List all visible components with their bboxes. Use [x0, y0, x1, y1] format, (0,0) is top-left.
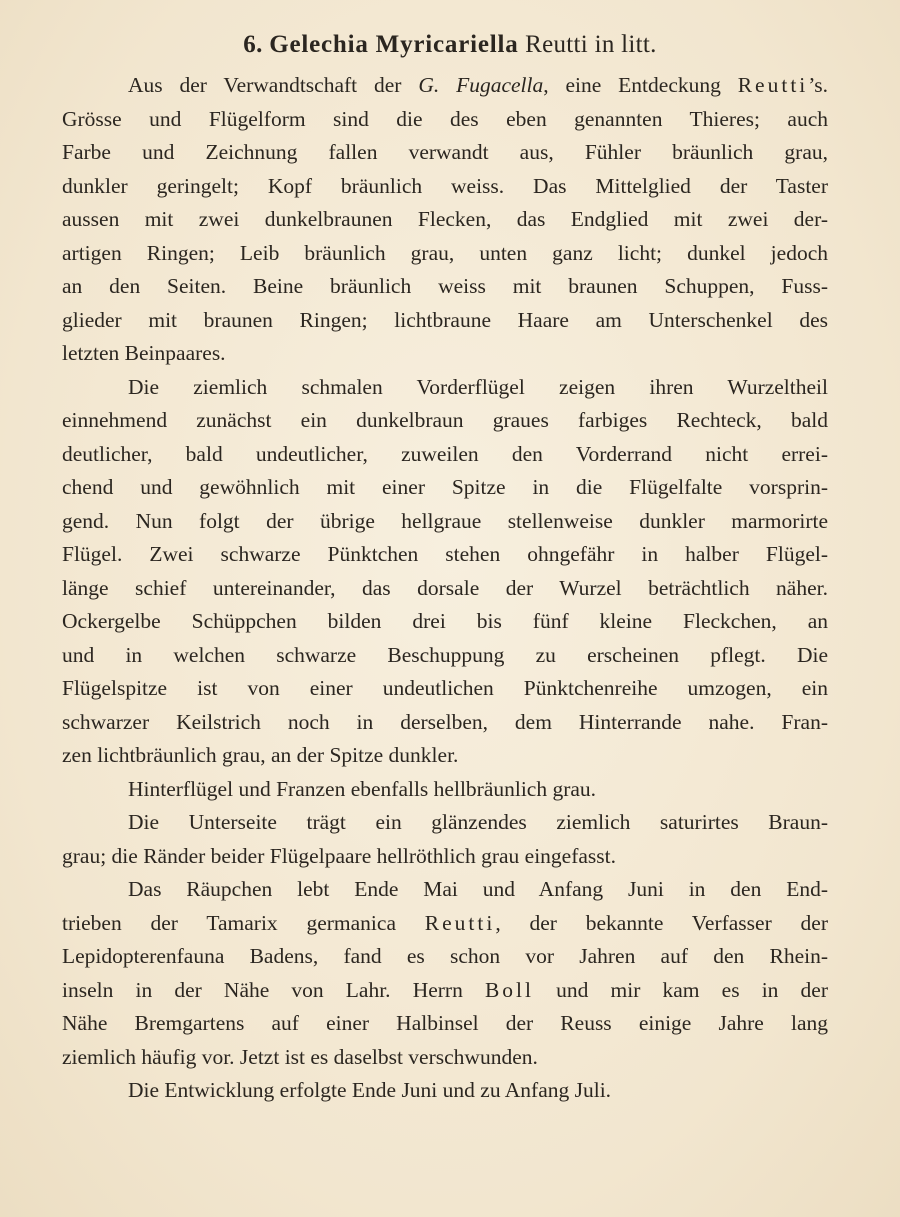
text-segment: glieder mit braunen Ringen; lichtbraune Haare am Unterschenkel des	[62, 307, 828, 332]
entry-number: 6.	[243, 31, 263, 58]
text-segment: Ockergelbe Schüppchen bilden drei bis fünf kleine Fleckchen, an	[62, 609, 828, 633]
text-line	[62, 505, 828, 539]
text-segment: ’s.	[808, 73, 828, 97]
text-line	[62, 672, 828, 706]
text-segment: und mir kam es in der	[534, 977, 828, 1002]
text-segment: inseln in der Nähe von Lahr. Herrn	[62, 977, 485, 1002]
text-line	[62, 840, 828, 874]
paragraph	[62, 371, 828, 773]
text-segment: Lepidopterenfauna Badens, fand es schon vor Jahren auf den Rhein-	[62, 944, 828, 968]
text-line	[62, 237, 828, 271]
body-text	[62, 69, 828, 1108]
text-segment: trieben der Tamarix germanica	[62, 910, 425, 935]
text-line	[62, 170, 828, 204]
text-segment: zen lichtbräunlich grau, an der Spitze dunkler.	[62, 743, 459, 767]
text-segment: Die ziemlich schmalen Vorderflügel zeigen ihren Wurzeltheil	[128, 374, 828, 399]
text-line	[62, 337, 828, 371]
text-line	[62, 639, 828, 673]
text-segment: einnehmend zunächst ein dunkelbraun graues farbiges Rechteck, bald	[62, 408, 828, 432]
text-line	[62, 940, 828, 974]
paragraph	[62, 1074, 828, 1108]
text-segment: Aus der Verwandtschaft der	[128, 73, 419, 97]
text-segment: und in welchen schwarze Beschuppung zu erscheinen pflegt. Die	[62, 642, 828, 667]
text-segment: Das Räupchen lebt Ende Mai und Anfang Juni in den End-	[128, 877, 828, 901]
text-segment: Hinterflügel und Franzen ebenfalls hellbräunlich grau.	[128, 776, 597, 801]
text-line	[62, 1074, 828, 1108]
text-segment: länge schief untereinander, das dorsale der Wurzel beträchtlich näher.	[62, 575, 828, 600]
paragraph	[62, 873, 828, 1074]
text-segment: Farbe und Zeichnung fallen verwandt aus, Fühler bräunlich grau,	[62, 140, 828, 164]
text-line	[62, 1007, 828, 1041]
text-segment: Die Unterseite trägt ein glänzendes ziemlich saturirtes Braun-	[128, 810, 828, 834]
text-segment: schwarzer Keilstrich noch in derselben, dem Hinterrande nahe. Fran-	[62, 709, 828, 734]
text-line	[62, 136, 828, 170]
text-line	[62, 572, 828, 606]
text-segment: letzten Beinpaares.	[62, 341, 226, 365]
text-line	[62, 873, 828, 907]
text-line	[62, 471, 828, 505]
text-segment: Die Entwicklung erfolgte Ende Juni und zu Anfang Juli.	[128, 1078, 612, 1102]
text-line	[62, 1041, 828, 1075]
text-line	[62, 907, 828, 941]
text-segment: Flügel. Zwei schwarze Pünktchen stehen ohngefähr in halber Flügel-	[62, 542, 828, 566]
text-line	[62, 773, 828, 807]
text-line	[62, 806, 828, 840]
text-segment: , eine Entdeckung	[543, 73, 738, 97]
paragraph	[62, 773, 828, 807]
text-segment: Flügelspitze ist von einer undeutlichen Pünktchenreihe umzogen, ein	[62, 676, 828, 700]
text-segment: artigen Ringen; Leib bräunlich grau, unten ganz licht; dunkel jedoch	[62, 240, 828, 265]
text-line	[62, 304, 828, 338]
text-segment: Boll	[484, 977, 535, 1002]
text-line	[62, 69, 828, 103]
text-segment: dunkler geringelt; Kopf bräunlich weiss. Das Mittelglied der Taster	[62, 173, 828, 198]
text-segment: grau; die Ränder beider Flügelpaare hellröthlich grau eingefasst.	[62, 843, 617, 868]
text-line	[62, 706, 828, 740]
paragraph	[62, 69, 828, 371]
text-segment: Reutti	[737, 73, 809, 97]
text-line	[62, 438, 828, 472]
text-segment: gend. Nun folgt der übrige hellgraue stellenweise dunkler marmorirte	[62, 508, 828, 533]
text-segment: G. Fugacella	[418, 73, 544, 97]
text-line	[62, 974, 828, 1008]
text-line	[62, 404, 828, 438]
article-heading	[0, 28, 900, 62]
text-line	[62, 739, 828, 773]
species-name: Gelechia Myricariella	[269, 31, 519, 58]
text-line	[62, 538, 828, 572]
text-line	[62, 103, 828, 137]
text-line	[62, 605, 828, 639]
text-line	[62, 270, 828, 304]
text-segment: ziemlich häufig vor. Jetzt ist es daselbst verschwunden.	[62, 1044, 538, 1069]
text-segment: , der bekannte Verfasser der	[495, 910, 828, 935]
text-segment: aussen mit zwei dunkelbraunen Flecken, das Endglied mit zwei der-	[62, 207, 828, 231]
paragraph	[62, 806, 828, 873]
text-segment: deutlicher, bald undeutlicher, zuweilen den Vorderrand nicht errei-	[62, 441, 828, 466]
text-segment: chend und gewöhnlich mit einer Spitze in die Flügelfalte vorsprin-	[62, 475, 828, 499]
text-segment: Grösse und Flügelform sind die des eben genannten Thieres; auch	[62, 106, 828, 131]
author-citation: Reutti in litt.	[525, 31, 657, 58]
text-segment: Reutti	[424, 910, 496, 935]
text-segment: an den Seiten. Beine bräunlich weiss mit braunen Schuppen, Fuss-	[62, 274, 828, 298]
text-line	[62, 203, 828, 237]
text-line	[62, 371, 828, 405]
text-segment: Nähe Bremgartens auf einer Halbinsel der Reuss einige Jahre lang	[62, 1011, 828, 1035]
